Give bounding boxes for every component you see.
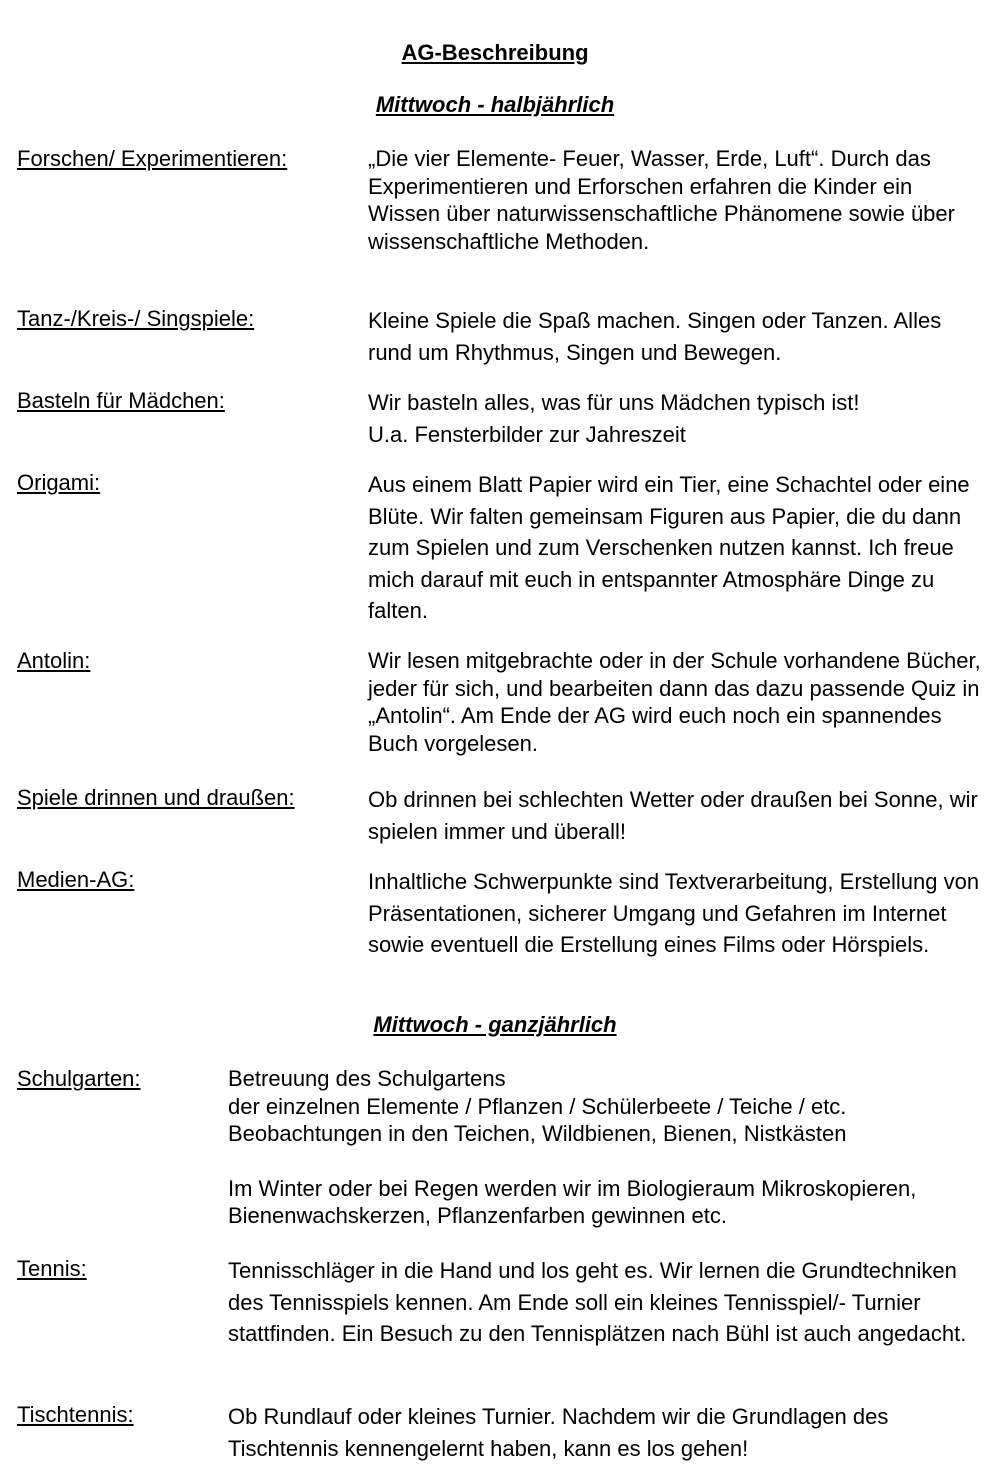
entry-label: Tanz-/Kreis-/ Singspiele: — [17, 306, 255, 331]
entry-label: Schulgarten: — [17, 1066, 141, 1091]
entry-description: Wir basteln alles, was für uns Mädchen typisch ist! U.a. Fensterbilder zur Jahreszeit — [368, 390, 860, 447]
section-heading-ganzjaehrlich: Mittwoch - ganzjährlich — [373, 1012, 617, 1037]
entry-description: Ob drinnen bei schlechten Wetter oder draußen bei Sonne, wir spielen immer und überall! — [368, 787, 978, 844]
entry-label: Medien-AG: — [17, 867, 135, 892]
entry-label: Tennis: — [17, 1256, 87, 1281]
entry-description: Tennisschläger in die Hand und los geht es. Wir lernen die Grundtechniken des Tennisspiels kennen. Am Ende soll ein kleines Tennisspiel/- Turnier stattfinden. Ein Besuch zu den Tennisplätzen nach Bühl ist auch angedacht. — [228, 1258, 967, 1346]
entry-description: Betreuung des Schulgartens der einzelnen Elemente / Pflanzen / Schülerbeete / Teiche / etc. Beobachtungen in den Teichen, Wildbienen, Bienen, Nistkästen Im Winter oder bei Regen werden wir im Biologieraum Mikroskopieren, Bienenwachskerzen, Pflanzenfarben gewinnen etc. — [228, 1066, 917, 1228]
entry-description: Wir lesen mitgebrachte oder in der Schule vorhandene Bücher, jeder für sich, und bearbeiten dann das dazu passende Quiz in „Antolin“. Am Ende der AG wird euch noch ein spannendes Buch vorgelesen. — [368, 648, 981, 756]
entry-label: Basteln für Mädchen: — [17, 388, 225, 413]
entry-description: „Die vier Elemente- Feuer, Wasser, Erde, Luft“. Durch das Experimentieren und Erforschen erfahren die Kinder ein Wissen über naturwissenschaftliche Phänomene sowie über wissenschaftliche Methoden. — [368, 146, 955, 254]
entry-label: Antolin: — [17, 648, 91, 673]
entry-label: Tischtennis: — [17, 1402, 134, 1427]
entry-label: Forschen/ Experimentieren: — [17, 146, 288, 171]
entry-label: Origami: — [17, 470, 101, 495]
entry-description: Aus einem Blatt Papier wird ein Tier, eine Schachtel oder eine Blüte. Wir falten gemeinsam Figuren aus Papier, die du dann zum Spielen und zum Verschenken nutzen kannst. Ich freue mich darauf mit euch in entspannter Atmosphäre Dinge zu falten. — [368, 472, 970, 623]
entry-label: Spiele drinnen und draußen: — [17, 785, 295, 810]
section-heading-halbjaehrlich: Mittwoch - halbjährlich — [375, 92, 615, 117]
entry-description: Ob Rundlauf oder kleines Turnier. Nachdem wir die Grundlagen des Tischtennis kennengelernt haben, kann es los gehen! — [228, 1404, 889, 1461]
entry-description: Kleine Spiele die Spaß machen. Singen oder Tanzen. Alles rund um Rhythmus, Singen und Bewegen. — [368, 308, 942, 365]
document-title: AG-Beschreibung — [401, 40, 589, 65]
entry-description: Inhaltliche Schwerpunkte sind Textverarbeitung, Erstellung von Präsentationen, sicherer Umgang und Gefahren im Internet sowie eventuell die Erstellung eines Films oder Hörspiels. — [368, 869, 980, 957]
